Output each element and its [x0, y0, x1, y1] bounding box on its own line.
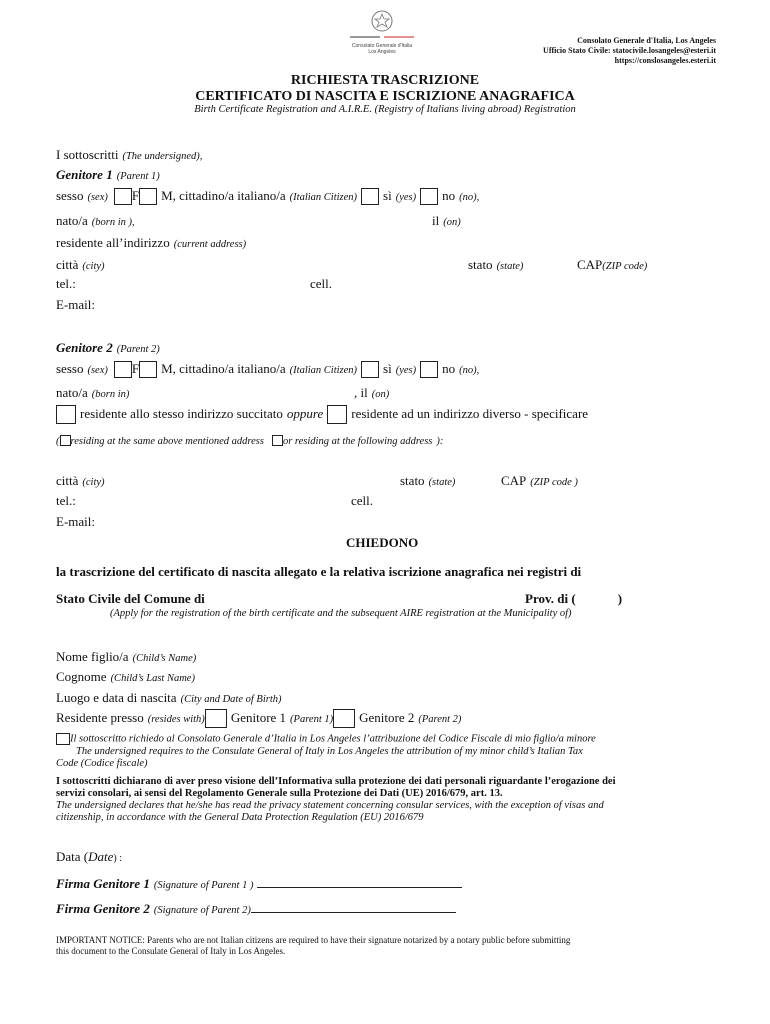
- parent2-tel-field[interactable]: tel.:: [56, 493, 76, 508]
- sig2-label: Firma Genitore 2: [56, 901, 150, 916]
- parent1-state-label: stato: [468, 257, 493, 272]
- parent2-same-address-label: residente allo stesso indirizzo succitato: [80, 406, 283, 422]
- date-label: Data (: [56, 849, 89, 864]
- emblem-icon: [342, 8, 422, 38]
- parent2-yes-label: sì: [383, 361, 392, 376]
- sig2-line[interactable]: [251, 902, 456, 913]
- parent2-diff-address-label: residente ad un indirizzo diverso - specificare: [351, 406, 589, 422]
- tax-code-line3: Code (Codice fiscale): [56, 758, 148, 770]
- signature-parent2[interactable]: [56, 900, 456, 918]
- parent2-diff-address-en-checkbox[interactable]: [272, 435, 283, 446]
- consulate-website: https://conslosangeles.esteri.it: [614, 56, 716, 65]
- parent1-sex-f-checkbox[interactable]: [114, 188, 132, 205]
- consulate-name: Consolato Generale d'Italia, Los Angeles: [577, 36, 716, 45]
- sig1-line[interactable]: [257, 877, 462, 888]
- request-translation: (Apply for the registration of the birth certificate and the subsequent AIRE registration at the Municipality of): [110, 608, 572, 619]
- title-subtitle: Birth Certificate Registration and A.I.R.E. (Registry of Italians living abroad) Registration: [194, 104, 576, 115]
- undersigned-line: [56, 146, 202, 164]
- parent2-yes-hint: (yes): [395, 365, 417, 376]
- parent1-f-label: F: [131, 188, 140, 203]
- resides-g2-hint: (Parent 2): [418, 714, 462, 726]
- parent1-state-hint: (state): [496, 261, 524, 272]
- parent1-sex-row: [56, 187, 479, 205]
- child-birth-label: Luogo e data di nascita: [56, 690, 177, 705]
- parent2-address-choice-row: [56, 405, 588, 424]
- paren-open: (: [56, 436, 60, 447]
- parent1-yes-hint: (yes): [395, 192, 417, 203]
- sig2-hint: (Signature of Parent 2): [153, 905, 251, 916]
- parent1-born-label: nato/a: [56, 213, 88, 228]
- parent1-born-field[interactable]: [56, 212, 135, 230]
- parent1-state-field[interactable]: [468, 256, 523, 274]
- undersigned-label: I sottoscritti: [56, 147, 119, 162]
- important-notice: [56, 935, 570, 956]
- parent1-no-label: no: [442, 188, 456, 203]
- parent1-no-hint: (no),: [459, 192, 480, 203]
- privacy-statement: [56, 776, 616, 824]
- resides-parent1-checkbox[interactable]: [205, 709, 227, 728]
- parent2-cap-hint: (ZIP code ): [530, 477, 578, 488]
- consulate-email: Ufficio Stato Civile: statocivile.losangeles@esteri.it: [543, 46, 716, 55]
- emblem-text-1: Consolato Generale d'Italia: [351, 43, 413, 49]
- tax-code-line2: The undersigned requires to the Consulate General of Italy in Los Angeles the attribution of my minor child’s Italian Tax: [76, 745, 583, 757]
- tax-code-checkbox[interactable]: [56, 733, 70, 745]
- parent2-sex-m-checkbox[interactable]: [139, 361, 157, 378]
- parent1-city-hint: (city): [82, 261, 105, 272]
- parent1-on-hint: (on): [443, 217, 461, 228]
- resides-g1-hint: (Parent 1): [290, 714, 334, 726]
- emblem-text-2: Los Angeles: [368, 49, 396, 55]
- sig1-label: Firma Genitore 1: [56, 876, 150, 891]
- child-name-field[interactable]: [56, 648, 196, 666]
- date-en: Date: [88, 849, 114, 864]
- parent2-citizen-no-checkbox[interactable]: [420, 361, 438, 378]
- privacy-line1: I sottoscritti dichiarano di aver preso visione dell’Informativa sulla protezione dei dati personali riguardante l’erogazione dei: [56, 776, 616, 787]
- comune-field[interactable]: Stato Civile del Comune di: [56, 591, 205, 606]
- parent1-heading-hint: (Parent 1): [116, 171, 160, 182]
- parent1-yes-label: sì: [383, 188, 392, 203]
- parent1-citizen-label: M, cittadino/a italiano/a: [161, 188, 286, 203]
- parent2-sex-f-checkbox[interactable]: [114, 361, 132, 378]
- parent2-state-label: stato: [400, 473, 425, 488]
- child-name-label: Nome figlio/a: [56, 649, 129, 664]
- parent2-citizen-yes-checkbox[interactable]: [361, 361, 379, 378]
- parent2-citizen-hint: (Italian Citizen): [289, 365, 358, 376]
- notice-line2: this document to the Consulate General of Italy in Los Angeles.: [56, 945, 286, 956]
- title-line-1: RICHIESTA TRASCRIZIONE: [290, 73, 480, 88]
- signature-parent1[interactable]: [56, 875, 462, 893]
- parent1-cap-field[interactable]: [577, 256, 647, 274]
- notice-line1: IMPORTANT NOTICE: Parents who are not Italian citizens are required to have their signature notarized by a notary public before submitting: [56, 935, 571, 945]
- parent1-cap-hint: (ZIP code): [602, 261, 648, 272]
- child-resides-row: [56, 709, 461, 728]
- child-birth-field[interactable]: [56, 689, 281, 707]
- child-resides-label: Residente presso: [56, 710, 144, 726]
- resides-parent2-checkbox[interactable]: [333, 709, 355, 728]
- parent2-citizen-label: M, cittadino/a italiano/a: [161, 361, 286, 376]
- consulate-info: [543, 36, 716, 66]
- date-close: ) :: [113, 853, 123, 864]
- privacy-line4: citizenship, in accordance with the General Data Protection Regulation (EU) 2016/679: [56, 812, 424, 823]
- parent1-address-label: residente all’indirizzo: [56, 235, 170, 250]
- tax-code-line1: Il sottoscritto richiedo al Consolato Generale d’Italia in Los Angeles l’attribuzione del Codice Fiscale di mio figlio/a minore: [70, 733, 596, 745]
- parent1-address-hint: (current address): [173, 239, 247, 250]
- privacy-line2: servizi consolari, ai sensi del Regolamento Generale sulla Protezione dei Dati (UE) 2016/679, art. 13.: [56, 788, 503, 799]
- parent2-email-field[interactable]: E-mail:: [56, 514, 95, 529]
- parent1-tel-field[interactable]: tel.:: [56, 276, 76, 291]
- parent2-diff-address-en: or residing at the following address: [282, 436, 433, 447]
- undersigned-hint: (The undersigned),: [122, 151, 203, 162]
- child-surname-label: Cognome: [56, 669, 107, 684]
- prov-close: ): [617, 591, 623, 606]
- parent1-on-label: il: [432, 213, 440, 228]
- parent2-same-address-en: residing at the same above mentioned address: [70, 436, 264, 447]
- parent2-sex-label: sesso: [56, 361, 84, 376]
- paren-close: ):: [436, 436, 444, 447]
- parent1-email-field[interactable]: E-mail:: [56, 297, 95, 312]
- parent2-no-hint: (no),: [459, 365, 480, 376]
- parent1-cap-label: CAP: [577, 257, 603, 272]
- parent1-citizen-hint: (Italian Citizen): [289, 192, 358, 203]
- parent2-state-hint: (state): [428, 477, 456, 488]
- parent1-city-label: città: [56, 257, 79, 272]
- parent2-born-field[interactable]: [56, 384, 129, 402]
- parent1-born-hint: (born in ),: [91, 217, 135, 228]
- parent1-sex-label: sesso: [56, 188, 84, 203]
- italian-emblem-logo: [342, 8, 422, 55]
- parent2-on-hint: (on): [371, 389, 390, 400]
- parent2-city-hint: (city): [82, 477, 105, 488]
- parent2-heading-hint: (Parent 2): [116, 344, 160, 355]
- parent2-cap-field[interactable]: [501, 472, 578, 490]
- parent2-sex-row: [56, 360, 479, 378]
- parent2-address-choice-en-row: [56, 431, 443, 449]
- parent1-sex-hint: (sex): [87, 192, 108, 203]
- child-surname-field[interactable]: [56, 668, 195, 686]
- parent2-oppure: oppure: [286, 406, 324, 422]
- parent2-born-hint: (born in): [91, 389, 130, 400]
- privacy-line3: The undersigned declares that he/she has read the privacy statement concerning consular services, with the exception of visas and: [56, 800, 604, 811]
- child-resides-hint: (resides with): [147, 714, 205, 726]
- parent2-f-label: F: [131, 361, 140, 376]
- sig1-hint: (Signature of Parent 1 ): [153, 880, 254, 891]
- parent1-cell-field[interactable]: cell.: [310, 276, 333, 291]
- title-line-2: CERTIFICATO DI NASCITA E ISCRIZIONE ANAGRAFICA: [195, 89, 575, 104]
- parent2-on-field[interactable]: [354, 384, 389, 402]
- chiedono-heading: CHIEDONO: [346, 535, 419, 550]
- parent2-heading: [56, 339, 160, 357]
- parent2-city-label: città: [56, 473, 79, 488]
- parent2-sex-hint: (sex): [87, 365, 108, 376]
- parent2-no-label: no: [442, 361, 456, 376]
- parent2-diff-address-checkbox[interactable]: [327, 405, 347, 424]
- parent2-cell-field[interactable]: cell.: [351, 493, 374, 508]
- resides-g2-label: Genitore 2: [359, 710, 415, 726]
- prov-label: Prov. di (: [525, 591, 576, 606]
- parent1-on-field[interactable]: [432, 212, 461, 230]
- prov-field[interactable]: [525, 591, 622, 607]
- parent1-address-field[interactable]: [56, 234, 246, 252]
- parent2-city-field[interactable]: [56, 472, 105, 490]
- parent2-same-address-checkbox[interactable]: [56, 405, 76, 424]
- parent1-citizen-yes-checkbox[interactable]: [361, 188, 379, 205]
- parent1-citizen-no-checkbox[interactable]: [420, 188, 438, 205]
- request-text: la trascrizione del certificato di nascita allegato e la relativa iscrizione anagrafica nei registri di: [56, 564, 582, 579]
- parent1-city-field[interactable]: [56, 256, 105, 274]
- parent2-heading-label: Genitore 2: [56, 340, 113, 355]
- parent2-cap-label: CAP: [501, 473, 527, 488]
- date-field[interactable]: [56, 849, 122, 865]
- tax-code-request: [56, 733, 596, 771]
- parent2-state-field[interactable]: [400, 472, 455, 490]
- parent1-heading: [56, 166, 160, 184]
- parent1-sex-m-checkbox[interactable]: [139, 188, 157, 205]
- parent1-heading-label: Genitore 1: [56, 167, 113, 182]
- child-name-hint: (Child’s Name): [132, 653, 197, 664]
- parent2-same-address-en-checkbox[interactable]: [60, 435, 71, 446]
- parent2-on-label: , il: [354, 385, 368, 400]
- resides-g1-label: Genitore 1: [230, 710, 287, 726]
- child-surname-hint: (Child’s Last Name): [110, 673, 195, 684]
- parent2-born-label: nato/a: [56, 385, 88, 400]
- child-birth-hint: (City and Date of Birth): [180, 694, 282, 705]
